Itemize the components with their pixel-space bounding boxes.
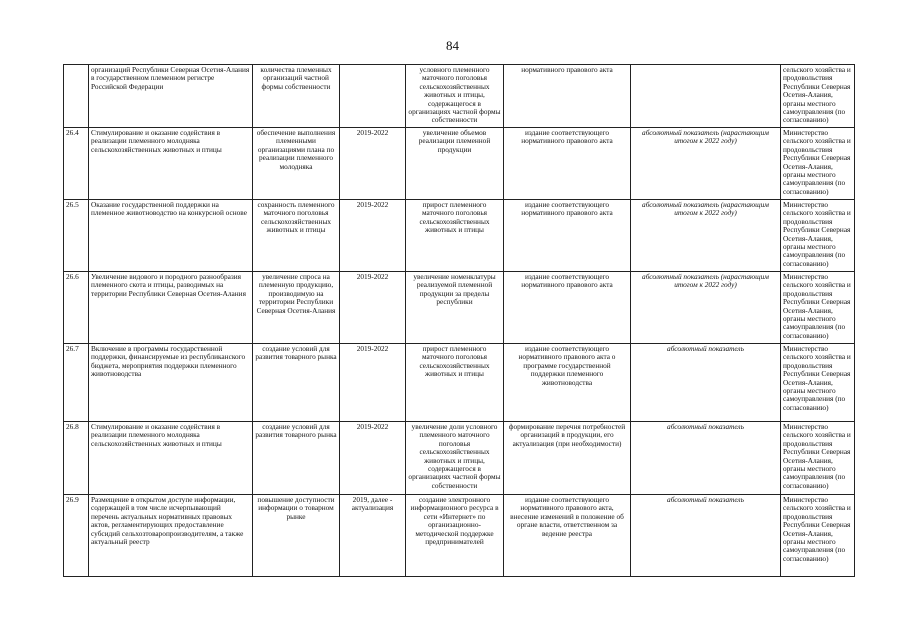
row-number: [64, 344, 89, 422]
term-cell: [340, 495, 406, 577]
measure-cell: [89, 65, 253, 128]
measure-cell: [89, 344, 253, 422]
term-text: 2019-2022: [356, 422, 389, 431]
indicator-text: абсолютный показатель: [667, 344, 744, 353]
term-text: 2019-2022: [356, 344, 389, 353]
term-text: 2019-2022: [356, 128, 389, 137]
table-row: [64, 495, 855, 577]
table-row: [64, 128, 855, 200]
measure-text: Оказание государственной поддержки на племенное животноводство на конкурсной основе: [91, 200, 247, 218]
executor-cell: [781, 422, 855, 495]
measure-cell: [89, 495, 253, 577]
act-cell: [504, 272, 631, 344]
goal-text: создание условий для развития товарного рынка: [255, 344, 337, 362]
measure-text: Размещение в открытом доступе информации, содержащей в том числе исчерпывающий перечень актуальных нормативных правовых актов, регламентирующих предоставление субсидий сельхозтоваропроизводителям, а также актуальный реестр: [91, 495, 244, 547]
act-text: нормативного правового акта: [521, 65, 613, 74]
goal-text: увеличение спроса на племенную продукцию, производимую на территории Республики Северная Осетия-Алания: [256, 272, 336, 315]
executor-cell: [781, 344, 855, 422]
indicator-text: абсолютный показатель (нарастающим итогом к 2022 году): [642, 128, 769, 146]
row-number: [64, 200, 89, 272]
term-text: 2019, далее - актуализация: [351, 495, 394, 513]
row-number-text: 26.5: [66, 200, 79, 209]
executor-text: Министерство сельского хозяйства и продовольствия Республики Северная Осетия-Алания, органы местного самоуправления (по согласованию): [783, 272, 851, 340]
row-number: [64, 495, 89, 577]
row-number-text: 26.4: [66, 128, 79, 137]
table-row: [64, 65, 855, 128]
term-cell: [340, 200, 406, 272]
goal-cell: [253, 200, 340, 272]
act-text: издание соответствующего нормативного правового акта о программе государственной поддержки племенного животноводства: [518, 344, 616, 387]
indicator-cell: [631, 422, 781, 495]
term-text: 2019-2022: [356, 200, 389, 209]
row-number-text: 26.9: [66, 495, 79, 504]
indicator-text: абсолютный показатель: [667, 495, 744, 504]
executor-text: Министерство сельского хозяйства и продовольствия Республики Северная Осетия-Алания, органы местного самоуправления (по согласованию): [783, 128, 851, 196]
act-cell: [504, 422, 631, 495]
goal-cell: [253, 495, 340, 577]
executor-text: Министерство сельского хозяйства и продовольствия Республики Северная Осетия-Алания, органы местного самоуправления (по согласованию): [783, 495, 851, 563]
row-number-text: 26.8: [66, 422, 79, 431]
measure-text: Включение в программы государственной поддержки, финансируемые из республиканского бюджета, мероприятия поддержки племенного животноводства: [91, 344, 246, 379]
goal-cell: [253, 344, 340, 422]
goal-cell: [253, 272, 340, 344]
indicator-cell: [631, 344, 781, 422]
measure-cell: [89, 128, 253, 200]
table-row: [64, 272, 855, 344]
result-cell: [406, 495, 504, 577]
goal-cell: [253, 422, 340, 495]
result-text: прирост племенного маточного поголовья сельскохозяйственных животных и птицы: [419, 344, 490, 379]
goal-text: обеспечение выполнения племенными организациями плана по реализации племенного молодняка: [256, 128, 336, 171]
indicator-text: абсолютный показатель: [667, 422, 744, 431]
act-text: издание соответствующего нормативного правового акта: [521, 200, 613, 218]
result-text: увеличение объемов реализации племенной продукции: [418, 128, 491, 154]
goal-text: создание условий для развития товарного рынка: [255, 422, 337, 440]
executor-text: Министерство сельского хозяйства и продовольствия Республики Северная Осетия-Алания, органы местного самоуправления (по согласованию): [783, 200, 851, 268]
result-text: увеличение доли условного племенного маточного поголовья сельскохозяйственных животных и птицы, содержащегося в организациях частной формы собственности: [408, 422, 501, 490]
executor-cell: [781, 200, 855, 272]
term-cell: [340, 272, 406, 344]
term-text: 2019-2022: [356, 272, 389, 281]
act-cell: [504, 65, 631, 128]
executor-text: сельского хозяйства и продовольствия Республики Северная Осетия-Алания, органы местного самоуправления (по согласованию): [783, 65, 851, 125]
result-text: увеличение номенклатуры реализуемой племенной продукции за пределы республики: [413, 272, 496, 307]
goal-text: повышение доступности информации о товарном рынке: [257, 495, 335, 521]
indicator-text: абсолютный показатель (нарастающим итогом к 2022 году): [642, 200, 769, 218]
row-number: [64, 422, 89, 495]
measure-cell: [89, 272, 253, 344]
goal-cell: [253, 65, 340, 128]
act-cell: [504, 200, 631, 272]
executor-text: Министерство сельского хозяйства и продовольствия Республики Северная Осетия-Алания, органы местного самоуправления (по согласованию): [783, 344, 851, 412]
result-cell: [406, 272, 504, 344]
indicator-cell: [631, 200, 781, 272]
indicator-text: абсолютный показатель (нарастающим итогом к 2022 году): [642, 272, 769, 290]
indicator-cell: [631, 65, 781, 128]
row-number-text: 26.7: [66, 344, 79, 353]
result-cell: [406, 65, 504, 128]
table-body: [64, 65, 855, 577]
term-cell: [340, 422, 406, 495]
goal-cell: [253, 128, 340, 200]
table-row: [64, 422, 855, 495]
act-text: издание соответствующего нормативного правового акта: [521, 272, 613, 290]
goal-text: сохранность племенного маточного поголовья сельскохозяйственных животных и птицы: [257, 200, 335, 235]
row-number: [64, 272, 89, 344]
measure-text: организаций Республики Северная Осетия-Алания в государственном племенном регистре Российской Федерации: [91, 65, 250, 91]
measures-table: [63, 64, 855, 577]
goal-text: количества племенных организаций частной формы собственности: [260, 65, 332, 91]
act-cell: [504, 344, 631, 422]
measure-text: Увеличение видового и породного разнообразия племенного скота и птицы, разводимых на территории Республики Северная Осетия-Алания: [91, 272, 246, 298]
table-row: [64, 200, 855, 272]
measure-cell: [89, 422, 253, 495]
term-cell: [340, 128, 406, 200]
page-number: 84: [446, 38, 459, 53]
indicator-cell: [631, 128, 781, 200]
term-cell: [340, 65, 406, 128]
result-text: прирост племенного маточного поголовья сельскохозяйственных животных и птицы: [419, 200, 490, 235]
table-row: [64, 344, 855, 422]
measure-text: Стимулирование и оказание содействия в реализации племенного молодняка сельскохозяйственных животных и птицы: [91, 422, 222, 448]
result-text: создание электронного информационного ресурса в сети «Интернет» по организационно-методической поддержке предпринимателей: [410, 495, 499, 547]
result-cell: [406, 128, 504, 200]
executor-cell: [781, 272, 855, 344]
result-cell: [406, 200, 504, 272]
row-number-text: 26.6: [66, 272, 79, 281]
indicator-cell: [631, 495, 781, 577]
act-text: издание соответствующего нормативного правового акта, внесение изменений в положение об органе власти, ответственном за ведение реестра: [510, 495, 624, 538]
executor-cell: [781, 128, 855, 200]
act-cell: [504, 128, 631, 200]
executor-cell: [781, 65, 855, 128]
act-cell: [504, 495, 631, 577]
executor-text: Министерство сельского хозяйства и продовольствия Республики Северная Осетия-Алания, органы местного самоуправления (по согласованию): [783, 422, 851, 490]
term-cell: [340, 344, 406, 422]
measure-cell: [89, 200, 253, 272]
row-number: [64, 65, 89, 128]
indicator-cell: [631, 272, 781, 344]
act-text: формирование перечня потребностей организаций в продукции, его актуализация (при необходимости): [508, 422, 626, 448]
result-cell: [406, 422, 504, 495]
result-cell: [406, 344, 504, 422]
measure-text: Стимулирование и оказание содействия в реализации племенного молодняка сельскохозяйственных животных и птицы: [91, 128, 222, 154]
executor-cell: [781, 495, 855, 577]
result-text: условного племенного маточного поголовья сельскохозяйственных животных и птицы, содержащегося в организациях частной формы собственности: [408, 65, 501, 125]
row-number: [64, 128, 89, 200]
act-text: издание соответствующего нормативного правового акта: [521, 128, 613, 146]
